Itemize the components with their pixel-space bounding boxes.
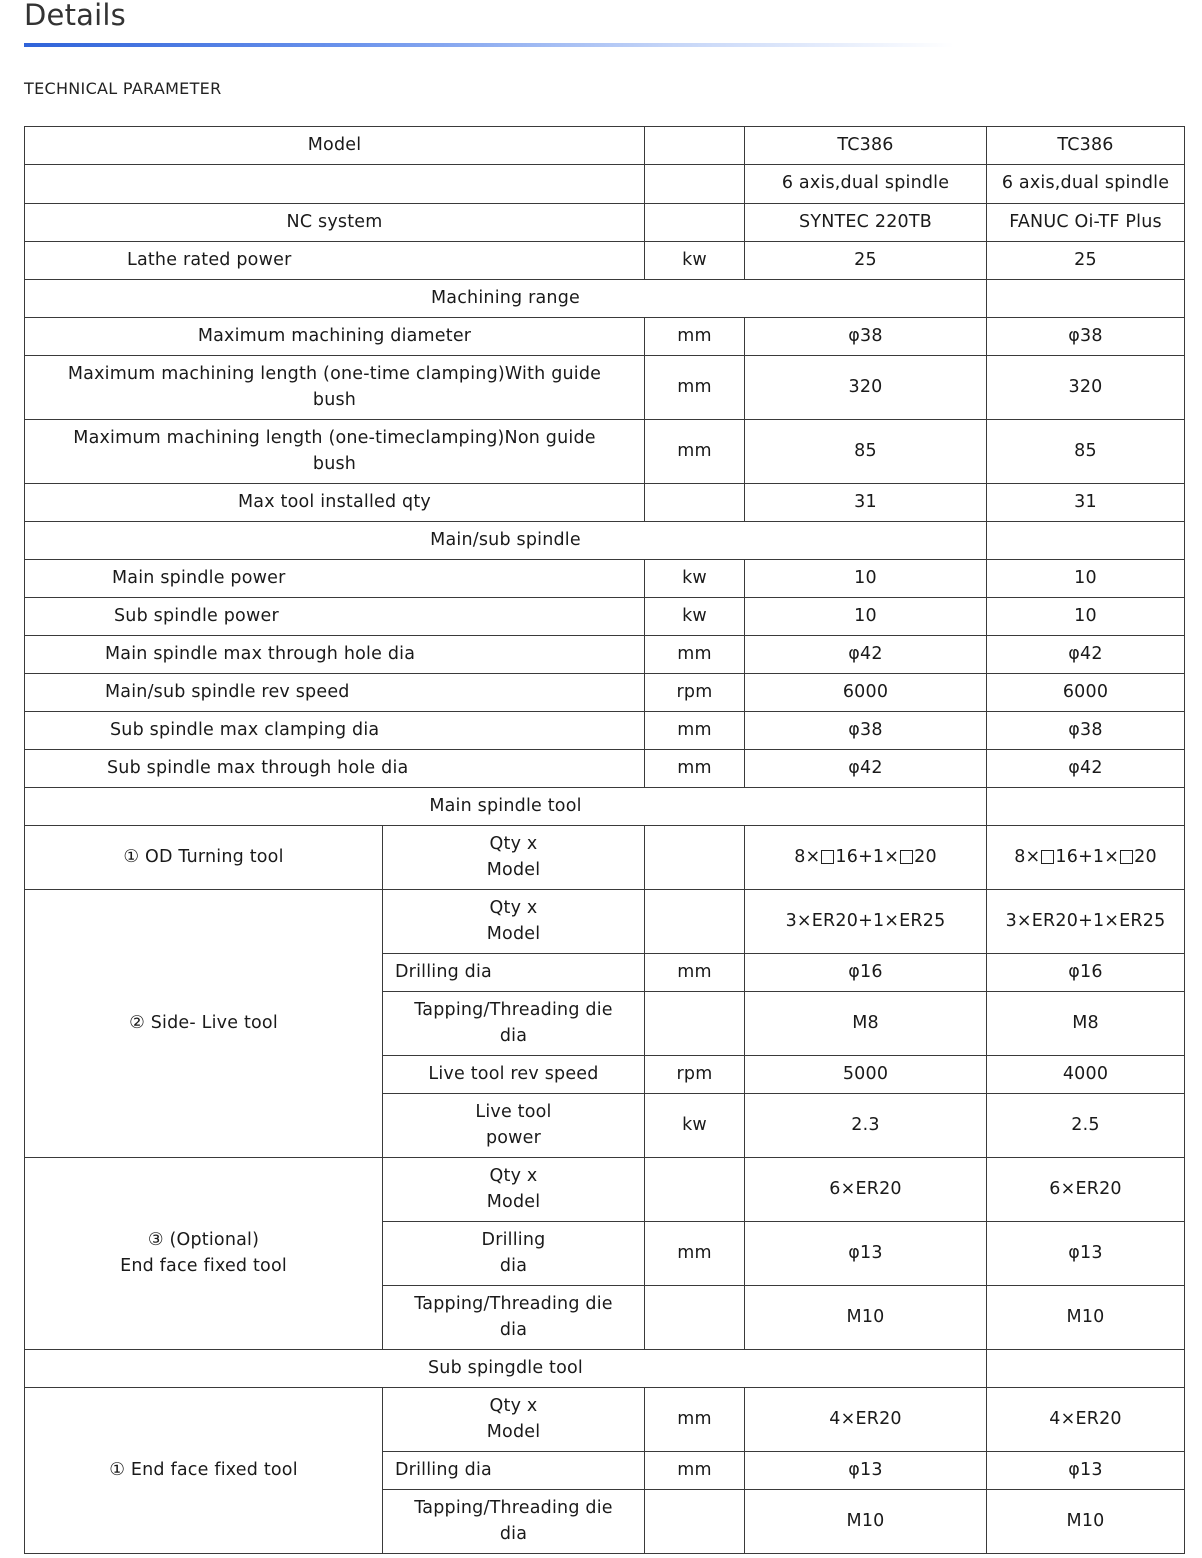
row-unit bbox=[645, 204, 745, 242]
row-unit bbox=[645, 992, 745, 1056]
table-row bbox=[25, 204, 1185, 242]
row-unit: kw bbox=[645, 242, 745, 280]
technical-parameter-table bbox=[24, 126, 1185, 1554]
row-label: Main/sub spindle rev speed bbox=[25, 674, 645, 712]
value-col2: FANUC Oi-TF Plus bbox=[987, 204, 1185, 242]
row-label: Sub spindle max clamping dia bbox=[25, 712, 645, 750]
section-label: Main/sub spindle bbox=[25, 522, 987, 560]
sub-label: Drilling dia bbox=[383, 954, 645, 992]
value-col2: M10 bbox=[987, 1490, 1185, 1554]
value-col2: φ38 bbox=[987, 318, 1185, 356]
row-label: Lathe rated power bbox=[25, 242, 645, 280]
value-col1: M10 bbox=[745, 1286, 987, 1350]
row-label: NC system bbox=[25, 204, 645, 242]
row-unit: mm bbox=[645, 318, 745, 356]
table-row bbox=[25, 1388, 1185, 1452]
row-unit bbox=[645, 484, 745, 522]
group-label: ① OD Turning tool bbox=[25, 826, 383, 890]
value-col1: 25 bbox=[745, 242, 987, 280]
table-row bbox=[25, 674, 1185, 712]
table-row bbox=[25, 890, 1185, 954]
value-col1: 4×ER20 bbox=[745, 1388, 987, 1452]
table-row bbox=[25, 712, 1185, 750]
value-col1: φ38 bbox=[745, 712, 987, 750]
value-col2: 3×ER20+1×ER25 bbox=[987, 890, 1185, 954]
section-row bbox=[25, 280, 1185, 318]
value-col1 bbox=[745, 826, 987, 890]
section-row bbox=[25, 522, 1185, 560]
row-unit: mm bbox=[645, 954, 745, 992]
value-col2: 2.5 bbox=[987, 1094, 1185, 1158]
value-col1: 10 bbox=[745, 560, 987, 598]
value-col2: 6 axis,dual spindle bbox=[987, 165, 1185, 204]
value-col1: φ13 bbox=[745, 1222, 987, 1286]
value-col1: φ38 bbox=[745, 318, 987, 356]
value-part: 16+1× bbox=[835, 846, 900, 867]
row-label: Maximum machining length (one-time clamping)With guide bush bbox=[25, 356, 645, 420]
section-row bbox=[25, 788, 1185, 826]
value-part: 16+1× bbox=[1055, 846, 1120, 867]
row-label: Maximum machining length (one-timeclamping)Non guide bush bbox=[25, 420, 645, 484]
row-unit: mm bbox=[645, 712, 745, 750]
value-col1: 6000 bbox=[745, 674, 987, 712]
row-unit bbox=[645, 890, 745, 954]
value-col2: 31 bbox=[987, 484, 1185, 522]
value-col2: TC386 bbox=[987, 127, 1185, 165]
row-unit: rpm bbox=[645, 674, 745, 712]
value-col2: 6×ER20 bbox=[987, 1158, 1185, 1222]
value-col1: 10 bbox=[745, 598, 987, 636]
row-unit bbox=[645, 1286, 745, 1350]
value-col2: 25 bbox=[987, 242, 1185, 280]
row-unit: kw bbox=[645, 1094, 745, 1158]
value-col1: TC386 bbox=[745, 127, 987, 165]
sub-label: Tapping/Threading die dia bbox=[383, 992, 645, 1056]
section-row bbox=[25, 1350, 1185, 1388]
section-label: Main spindle tool bbox=[25, 788, 987, 826]
value-col2: φ13 bbox=[987, 1452, 1185, 1490]
square-section-icon bbox=[821, 850, 834, 864]
value-col2 bbox=[987, 788, 1185, 826]
table-row bbox=[25, 242, 1185, 280]
row-unit bbox=[645, 1490, 745, 1554]
value-col1: 31 bbox=[745, 484, 987, 522]
row-label bbox=[25, 165, 645, 204]
value-col2 bbox=[987, 1350, 1185, 1388]
row-label: Model bbox=[25, 127, 645, 165]
square-section-icon bbox=[1120, 850, 1133, 864]
table-row bbox=[25, 356, 1185, 420]
section-heading: TECHNICAL PARAMETER bbox=[24, 79, 222, 98]
row-unit bbox=[645, 127, 745, 165]
value-col1: M10 bbox=[745, 1490, 987, 1554]
table-row bbox=[25, 165, 1185, 204]
sub-label: Qty x Model bbox=[383, 890, 645, 954]
square-section-icon bbox=[900, 850, 913, 864]
section-label: Sub spingdle tool bbox=[25, 1350, 987, 1388]
value-part: 20 bbox=[1134, 846, 1157, 867]
value-col2: M10 bbox=[987, 1286, 1185, 1350]
row-unit: mm bbox=[645, 1388, 745, 1452]
sub-label: Qty x Model bbox=[383, 826, 645, 890]
table-row bbox=[25, 127, 1185, 165]
row-label: Main spindle max through hole dia bbox=[25, 636, 645, 674]
square-section-icon bbox=[1041, 850, 1054, 864]
value-part: 8× bbox=[794, 846, 821, 867]
group-label: ③ (Optional) End face fixed tool bbox=[25, 1158, 383, 1350]
section-label: Machining range bbox=[25, 280, 987, 318]
table-row bbox=[25, 1158, 1185, 1222]
value-col2: 320 bbox=[987, 356, 1185, 420]
group-label: ① End face fixed tool bbox=[25, 1388, 383, 1554]
table-row bbox=[25, 826, 1185, 890]
value-col1: 6×ER20 bbox=[745, 1158, 987, 1222]
value-col2: φ13 bbox=[987, 1222, 1185, 1286]
table-row bbox=[25, 484, 1185, 522]
row-unit: kw bbox=[645, 560, 745, 598]
value-col1: 85 bbox=[745, 420, 987, 484]
row-label: Sub spindle power bbox=[25, 598, 645, 636]
value-col2: M8 bbox=[987, 992, 1185, 1056]
sub-label: Qty x Model bbox=[383, 1158, 645, 1222]
table-row bbox=[25, 560, 1185, 598]
value-col2: 6000 bbox=[987, 674, 1185, 712]
table-row bbox=[25, 598, 1185, 636]
value-col1: SYNTEC 220TB bbox=[745, 204, 987, 242]
value-col1: 3×ER20+1×ER25 bbox=[745, 890, 987, 954]
value-col1: φ42 bbox=[745, 750, 987, 788]
sub-label: Live tool rev speed bbox=[383, 1056, 645, 1094]
value-col1: M8 bbox=[745, 992, 987, 1056]
value-part: 8× bbox=[1014, 846, 1041, 867]
value-part: 20 bbox=[914, 846, 937, 867]
value-col2 bbox=[987, 522, 1185, 560]
row-label: Maximum machining diameter bbox=[25, 318, 645, 356]
row-unit: mm bbox=[645, 636, 745, 674]
value-col2: 4000 bbox=[987, 1056, 1185, 1094]
row-unit bbox=[645, 165, 745, 204]
row-label: Max tool installed qty bbox=[25, 484, 645, 522]
title-underline bbox=[24, 43, 954, 47]
sub-label: Tapping/Threading die dia bbox=[383, 1490, 645, 1554]
value-col1: φ13 bbox=[745, 1452, 987, 1490]
value-col2: 10 bbox=[987, 598, 1185, 636]
value-col1: 5000 bbox=[745, 1056, 987, 1094]
value-col1: 320 bbox=[745, 356, 987, 420]
table-row bbox=[25, 318, 1185, 356]
sub-label: Drilling dia bbox=[383, 1222, 645, 1286]
value-col2: 85 bbox=[987, 420, 1185, 484]
value-col2 bbox=[987, 280, 1185, 318]
value-col2: φ38 bbox=[987, 712, 1185, 750]
value-col2: φ42 bbox=[987, 750, 1185, 788]
value-col2: φ42 bbox=[987, 636, 1185, 674]
table-row bbox=[25, 636, 1185, 674]
row-unit bbox=[645, 1158, 745, 1222]
value-col1: φ42 bbox=[745, 636, 987, 674]
row-unit: mm bbox=[645, 420, 745, 484]
row-unit: rpm bbox=[645, 1056, 745, 1094]
table-row bbox=[25, 750, 1185, 788]
page-title: Details bbox=[24, 0, 126, 32]
value-col1: 6 axis,dual spindle bbox=[745, 165, 987, 204]
group-label: ② Side- Live tool bbox=[25, 890, 383, 1158]
row-unit: mm bbox=[645, 1452, 745, 1490]
sub-label: Qty x Model bbox=[383, 1388, 645, 1452]
row-unit: mm bbox=[645, 356, 745, 420]
row-label: Main spindle power bbox=[25, 560, 645, 598]
row-unit: mm bbox=[645, 1222, 745, 1286]
value-col2: 10 bbox=[987, 560, 1185, 598]
row-unit bbox=[645, 826, 745, 890]
value-col2: 4×ER20 bbox=[987, 1388, 1185, 1452]
value-col1: φ16 bbox=[745, 954, 987, 992]
sub-label: Drilling dia bbox=[383, 1452, 645, 1490]
sub-label: Live tool power bbox=[383, 1094, 645, 1158]
row-unit: mm bbox=[645, 750, 745, 788]
row-label: Sub spindle max through hole dia bbox=[25, 750, 645, 788]
sub-label: Tapping/Threading die dia bbox=[383, 1286, 645, 1350]
table-row bbox=[25, 420, 1185, 484]
row-unit: kw bbox=[645, 598, 745, 636]
value-col1: 2.3 bbox=[745, 1094, 987, 1158]
value-col2: φ16 bbox=[987, 954, 1185, 992]
value-col2 bbox=[987, 826, 1185, 890]
